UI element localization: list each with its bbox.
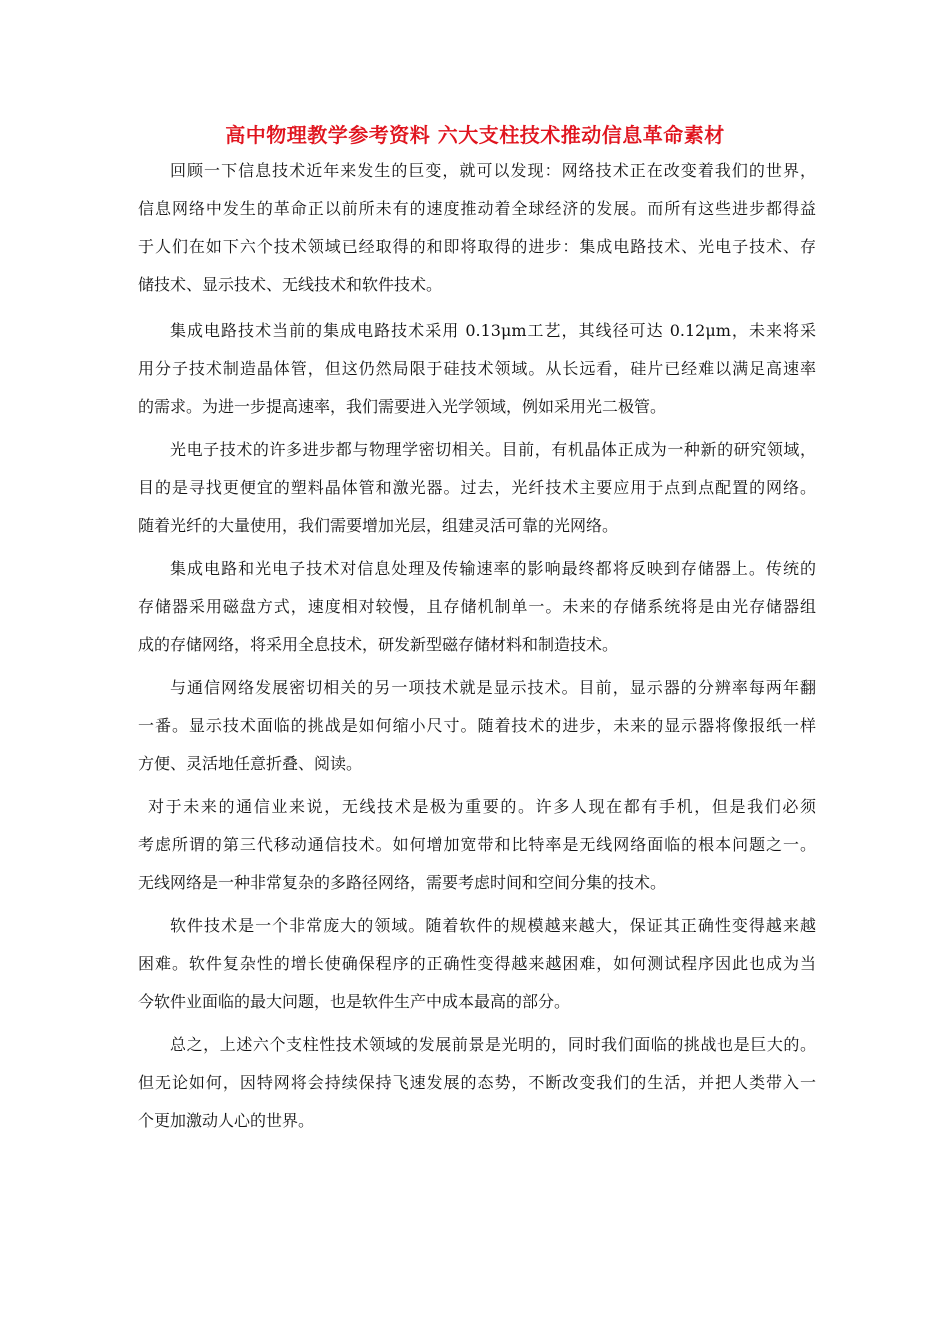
paragraph-line: 考虑所谓的第三代移动通信技术。如何增加宽带和比特率是无线网络面临的根本问题之一。 <box>138 835 816 854</box>
paragraph-line: 方便、灵活地任意折叠、阅读。 <box>138 754 363 773</box>
paragraph-optoelectronics <box>138 431 816 545</box>
paragraph-wireless <box>138 788 816 902</box>
paragraph-line: 储技术、显示技术、无线技术和软件技术。 <box>138 275 443 294</box>
paragraph-software <box>138 907 816 1021</box>
paragraph-line: 目的是寻找更便宜的塑料晶体管和激光器。过去，光纤技术主要应用于点到点配置的网络。 <box>138 478 816 497</box>
paragraph-line: 但无论如何，因特网将会持续保持飞速发展的态势，不断改变我们的生活，并把人类带入一 <box>138 1073 816 1092</box>
paragraph-line: 今软件业面临的最大问题，也是软件生产中成本最高的部分。 <box>138 992 571 1011</box>
paragraph-line: 存储器采用磁盘方式，速度相对较慢，且存储机制单一。未来的存储系统将是由光存储器组 <box>138 597 816 616</box>
paragraph-storage <box>138 550 816 664</box>
paragraph-conclusion <box>138 1026 816 1140</box>
paragraph-intro <box>138 152 816 304</box>
paragraph-line: 集成电路和光电子技术对信息处理及传输速率的影响最终都将反映到存储器上。传统的 <box>170 559 816 578</box>
paragraph-line: 与通信网络发展密切相关的另一项技术就是显示技术。目前，显示器的分辨率每两年翻 <box>170 678 816 697</box>
paragraph-line: 集成电路技术当前的集成电路技术采用 0.13μm工艺，其线径可达 0.12μm，未来将采 <box>170 321 816 340</box>
paragraph-line: 软件技术是一个非常庞大的领域。随着软件的规模越来越大，保证其正确性变得越来越 <box>170 916 816 935</box>
paragraph-line: 总之，上述六个支柱性技术领域的发展前景是光明的，同时我们面临的挑战也是巨大的。 <box>170 1035 816 1054</box>
paragraph-line: 困难。软件复杂性的增长使确保程序的正确性变得越来越困难，如何测试程序因此也成为当 <box>138 954 816 973</box>
paragraph-line: 成的存储网络，将采用全息技术，研发新型磁存储材料和制造技术。 <box>138 635 619 654</box>
paragraph-integrated-circuit <box>138 312 816 426</box>
paragraph-line: 于人们在如下六个技术领域已经取得的和即将取得的进步：集成电路技术、光电子技术、存 <box>138 237 816 256</box>
paragraph-display <box>138 669 816 783</box>
paragraph-line: 个更加激动人心的世界。 <box>138 1111 315 1130</box>
paragraph-line: 光电子技术的许多进步都与物理学密切相关。目前，有机晶体正成为一种新的研究领域， <box>170 440 816 459</box>
paragraph-line: 一番。显示技术面临的挑战是如何缩小尺寸。随着技术的进步，未来的显示器将像报纸一样 <box>138 716 816 735</box>
paragraph-line: 随着光纤的大量使用，我们需要增加光层，组建灵活可靠的光网络。 <box>138 516 619 535</box>
paragraph-line: 回顾一下信息技术近年来发生的巨变，就可以发现：网络技术正在改变着我们的世界， <box>170 161 816 180</box>
paragraph-line: 信息网络中发生的革命正以前所未有的速度推动着全球经济的发展。而所有这些进步都得益 <box>138 199 816 218</box>
paragraph-line: 无线网络是一种非常复杂的多路径网络，需要考虑时间和空间分集的技术。 <box>138 873 667 892</box>
paragraph-line: 用分子技术制造晶体管，但这仍然局限于硅技术领域。从长远看，硅片已经难以满足高速率 <box>138 359 816 378</box>
paragraph-line: 的需求。为进一步提高速率，我们需要进入光学领域，例如采用光二极管。 <box>138 397 667 416</box>
document-title: 高中物理教学参考资料 六大支柱技术推动信息革命素材 <box>225 123 725 147</box>
paragraph-line: 对于未来的通信业来说，无线技术是极为重要的。许多人现在都有手机，但是我们必须 <box>148 797 816 816</box>
